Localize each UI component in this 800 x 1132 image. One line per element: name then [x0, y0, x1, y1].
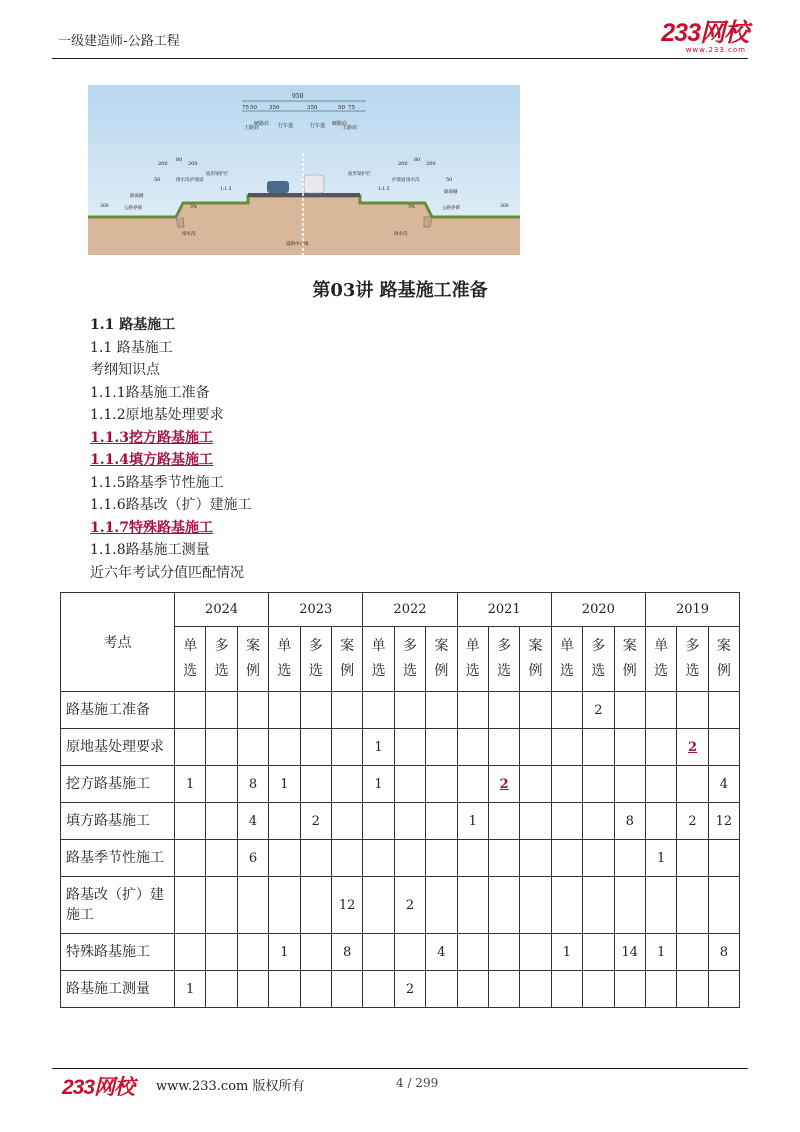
dim-seg-3: 350 — [269, 105, 280, 111]
score-cell — [426, 729, 457, 766]
type-header-char: 选 — [371, 663, 386, 679]
label-drain-right: 排水沟 — [406, 178, 420, 183]
score-cell: 6 — [237, 840, 268, 877]
score-cell — [488, 803, 519, 840]
score-cell — [426, 971, 457, 1008]
row-label: 路基施工测量 — [61, 971, 175, 1008]
score-cell — [708, 877, 739, 934]
type-header-char: 例 — [245, 663, 260, 679]
label-guardrail-right: 波形梁护栏 — [348, 172, 371, 177]
type-header-char: 选 — [183, 663, 198, 679]
type-header-char: 例 — [340, 663, 355, 679]
score-cell: 1 — [363, 766, 394, 803]
table-row — [61, 934, 740, 971]
year-header: 2020 — [551, 593, 645, 627]
label-guardrail-left: 波形梁护栏 — [206, 172, 229, 177]
type-header-char: 案 — [340, 638, 355, 654]
score-cell — [363, 934, 394, 971]
toc-item: 1.1.5路基季节性施工 — [90, 474, 224, 491]
score-cell — [488, 971, 519, 1008]
page-number: 4 / 299 — [396, 1076, 439, 1090]
type-header-char: 例 — [622, 663, 637, 679]
row-label: 填方路基施工 — [61, 803, 175, 840]
type-header — [708, 627, 739, 692]
type-header — [677, 627, 708, 692]
type-header-char: 案 — [622, 638, 637, 654]
type-header-char: 案 — [434, 638, 449, 654]
dim-right-1: 200 — [398, 161, 408, 167]
score-cell — [363, 840, 394, 877]
score-cell: 1 — [175, 971, 206, 1008]
score-cell — [394, 840, 425, 877]
score-cell — [363, 971, 394, 1008]
type-header-char: 选 — [402, 663, 417, 679]
score-cell — [175, 692, 206, 729]
score-cell — [237, 729, 268, 766]
label-fence-left: 隔离栅 — [130, 194, 144, 199]
type-header-char: 单 — [559, 638, 574, 654]
score-cell — [520, 971, 551, 1008]
brand-logo: 233网校 — [661, 19, 748, 47]
score-cell: 2 — [677, 729, 708, 766]
score-cell — [614, 692, 645, 729]
type-header — [488, 627, 519, 692]
dim-left-3: 200 — [188, 161, 198, 167]
score-cell — [269, 803, 300, 840]
type-header-char: 选 — [214, 663, 229, 679]
score-cell — [175, 729, 206, 766]
type-header — [457, 627, 488, 692]
score-cell — [206, 840, 237, 877]
score-cell — [331, 766, 362, 803]
year-header: 2019 — [645, 593, 739, 627]
label-drain-left: 排水沟 — [176, 178, 190, 183]
label-grade-right: 3% — [408, 205, 416, 210]
score-cell — [614, 971, 645, 1008]
score-cell — [457, 840, 488, 877]
dim-total: 950 — [292, 93, 304, 100]
score-cell — [457, 877, 488, 934]
toc-item: 近六年考试分值匹配情况 — [90, 564, 244, 581]
label-slope-left: 护坡道 — [190, 178, 204, 183]
score-cell — [614, 729, 645, 766]
year-header: 2022 — [363, 593, 457, 627]
footer-logo: 233网校 — [62, 1076, 135, 1099]
dim-left-1: 200 — [158, 161, 168, 167]
type-header-char: 多 — [308, 638, 323, 654]
score-cell — [551, 877, 582, 934]
label-lane-right: 行车道 — [310, 123, 326, 129]
score-cell — [300, 729, 331, 766]
score-cell: 1 — [269, 766, 300, 803]
type-header-char: 选 — [685, 663, 700, 679]
type-header-char: 单 — [277, 638, 292, 654]
score-cell: 12 — [331, 877, 362, 934]
brand-logo-url: www.233.com — [685, 46, 746, 54]
score-cell — [551, 692, 582, 729]
score-cell: 1 — [645, 934, 676, 971]
score-cell: 8 — [237, 766, 268, 803]
score-cell — [237, 934, 268, 971]
toc-item: 考纲知识点 — [90, 362, 160, 378]
score-cell — [583, 803, 614, 840]
score-cell — [175, 803, 206, 840]
score-cell — [206, 934, 237, 971]
type-header — [175, 627, 206, 692]
toc-item[interactable]: 1.1.3挖方路基施工 — [90, 429, 213, 446]
score-cell — [457, 971, 488, 1008]
score-cell — [677, 692, 708, 729]
corner-header: 考点 — [61, 593, 175, 692]
type-header-char: 案 — [716, 638, 731, 654]
score-cell — [488, 840, 519, 877]
type-header-char: 多 — [402, 638, 417, 654]
label-centerline: 道路中心线 — [286, 242, 309, 247]
row-label: 特殊路基施工 — [61, 934, 175, 971]
table-row — [61, 766, 740, 803]
score-cell — [520, 766, 551, 803]
score-cell — [645, 803, 676, 840]
score-cell — [394, 803, 425, 840]
label-lane-left: 行车道 — [278, 123, 294, 129]
score-cell — [457, 766, 488, 803]
row-label: 路基改（扩）建施工 — [61, 877, 175, 934]
label-ratio-left: 1:1.5 — [220, 187, 232, 192]
table-row — [61, 692, 740, 729]
dim-height-left: 300 — [100, 204, 109, 209]
dim-seg-4: 350 — [307, 105, 318, 111]
type-header-char: 多 — [591, 638, 606, 654]
type-header — [520, 627, 551, 692]
label-landmark-right: 公路界碑 — [442, 206, 460, 211]
type-header — [363, 627, 394, 692]
type-header-char: 案 — [245, 638, 260, 654]
label-hard-shoulder-left: 硬路肩 — [254, 121, 270, 127]
score-cell — [331, 729, 362, 766]
table-row — [61, 877, 740, 934]
row-label: 路基季节性施工 — [61, 840, 175, 877]
score-cell: 4 — [237, 803, 268, 840]
score-cell — [331, 971, 362, 1008]
score-cell — [331, 840, 362, 877]
score-cell — [363, 877, 394, 934]
score-cell — [677, 877, 708, 934]
label-shoulder-right: 土路肩 — [342, 125, 358, 131]
type-header-char: 单 — [654, 638, 669, 654]
score-cell — [300, 840, 331, 877]
score-cell — [426, 766, 457, 803]
label-ratio-right: 1:1.5 — [378, 187, 390, 192]
toc-item: 1.1.2原地基处理要求 — [90, 407, 224, 423]
table-row — [61, 729, 740, 766]
score-cell: 1 — [269, 934, 300, 971]
score-cell — [708, 729, 739, 766]
type-header — [300, 627, 331, 692]
score-cell — [583, 840, 614, 877]
score-cell: 2 — [394, 877, 425, 934]
score-cell — [300, 766, 331, 803]
score-cell — [551, 803, 582, 840]
type-header-char: 多 — [497, 638, 512, 654]
score-cell: 4 — [426, 934, 457, 971]
score-cell: 2 — [488, 766, 519, 803]
score-cell — [206, 971, 237, 1008]
score-cell — [175, 840, 206, 877]
score-cell: 1 — [175, 766, 206, 803]
row-label: 路基施工准备 — [61, 692, 175, 729]
score-cell — [394, 729, 425, 766]
score-cell — [175, 934, 206, 971]
type-header-char: 例 — [434, 663, 449, 679]
type-header-char: 选 — [465, 663, 480, 679]
row-label: 原地基处理要求 — [61, 729, 175, 766]
score-cell — [237, 877, 268, 934]
exam-score-table — [60, 592, 740, 1008]
type-header — [614, 627, 645, 692]
score-cell — [300, 692, 331, 729]
type-header — [394, 627, 425, 692]
score-cell — [488, 729, 519, 766]
dim-seg-2: 50 — [250, 105, 257, 111]
dim-height-right: 300 — [500, 204, 509, 209]
table-row — [61, 971, 740, 1008]
dim-seg-6: 75 — [348, 105, 355, 111]
type-header — [206, 627, 237, 692]
score-cell — [237, 692, 268, 729]
score-cell: 12 — [708, 803, 739, 840]
score-cell — [645, 692, 676, 729]
score-cell — [237, 971, 268, 1008]
year-header: 2024 — [175, 593, 269, 627]
score-cell — [206, 729, 237, 766]
score-cell — [269, 971, 300, 1008]
dim-left-2: 80 — [176, 157, 183, 163]
score-cell — [394, 934, 425, 971]
type-header — [551, 627, 582, 692]
score-cell — [426, 692, 457, 729]
year-header-row — [61, 593, 740, 627]
score-cell — [520, 803, 551, 840]
label-ditch-right: 排水沟 — [394, 232, 408, 237]
header-title: 一级建造师-公路工程 — [58, 34, 180, 49]
dim-right-2: 80 — [414, 157, 421, 163]
score-cell — [394, 766, 425, 803]
type-header-char: 多 — [685, 638, 700, 654]
type-header-char: 例 — [716, 663, 731, 679]
score-cell — [206, 803, 237, 840]
score-cell: 8 — [614, 803, 645, 840]
score-cell — [457, 729, 488, 766]
score-cell — [269, 692, 300, 729]
type-header-char: 选 — [277, 663, 292, 679]
type-header — [645, 627, 676, 692]
score-cell — [614, 877, 645, 934]
toc-item[interactable]: 1.1.7特殊路基施工 — [90, 519, 213, 536]
score-cell: 8 — [708, 934, 739, 971]
table-row — [61, 803, 740, 840]
type-header — [237, 627, 268, 692]
score-cell — [269, 729, 300, 766]
type-header-char: 单 — [465, 638, 480, 654]
score-cell — [645, 766, 676, 803]
year-header: 2021 — [457, 593, 551, 627]
table-of-contents — [90, 314, 252, 584]
toc-item[interactable]: 1.1.4填方路基施工 — [90, 452, 213, 468]
type-header — [331, 627, 362, 692]
score-cell — [645, 729, 676, 766]
toc-item: 1.1.1路基施工准备 — [90, 384, 210, 401]
type-header — [583, 627, 614, 692]
score-cell — [520, 692, 551, 729]
score-cell — [551, 729, 582, 766]
score-cell — [677, 971, 708, 1008]
score-cell — [488, 692, 519, 729]
label-grade-left: 3% — [190, 205, 198, 210]
page-header — [52, 0, 748, 59]
score-cell — [331, 692, 362, 729]
type-header-char: 案 — [528, 638, 543, 654]
score-cell: 1 — [363, 729, 394, 766]
score-cell — [583, 971, 614, 1008]
score-cell — [614, 840, 645, 877]
lecture-title: 第03讲 路基施工准备 — [312, 280, 488, 301]
type-header-char: 选 — [559, 663, 574, 679]
score-cell — [426, 803, 457, 840]
score-cell — [583, 934, 614, 971]
score-cell — [300, 971, 331, 1008]
score-cell — [677, 934, 708, 971]
score-cell — [708, 971, 739, 1008]
score-cell — [708, 692, 739, 729]
score-cell: 2 — [583, 692, 614, 729]
score-cell — [551, 971, 582, 1008]
score-cell — [206, 692, 237, 729]
table-row — [61, 840, 740, 877]
toc-item: 1.1.6路基改（扩）建施工 — [90, 497, 252, 513]
score-cell — [363, 692, 394, 729]
score-cell: 2 — [677, 803, 708, 840]
score-cell: 4 — [708, 766, 739, 803]
score-cell: 8 — [331, 934, 362, 971]
label-ditch-left: 排水沟 — [182, 232, 196, 237]
label-shoulder-left: 土路肩 — [244, 125, 260, 131]
dim-sub-height-left: 50 — [154, 177, 161, 183]
type-header-char: 选 — [497, 663, 512, 679]
dim-seg-5: 50 — [338, 105, 345, 111]
score-cell — [206, 766, 237, 803]
score-cell: 2 — [394, 971, 425, 1008]
score-cell: 1 — [645, 840, 676, 877]
dim-sub-height-right: 50 — [446, 177, 453, 183]
score-cell: 1 — [551, 934, 582, 971]
label-hard-shoulder-right: 硬路肩 — [332, 121, 348, 127]
score-cell — [520, 877, 551, 934]
score-cell — [363, 803, 394, 840]
type-header-char: 单 — [371, 638, 386, 654]
score-cell — [708, 840, 739, 877]
score-cell: 2 — [300, 803, 331, 840]
score-cell — [520, 729, 551, 766]
score-cell — [583, 766, 614, 803]
row-label: 挖方路基施工 — [61, 766, 175, 803]
score-cell — [457, 692, 488, 729]
page-footer — [52, 1068, 748, 1109]
score-cell — [331, 803, 362, 840]
type-header — [426, 627, 457, 692]
score-cell — [394, 692, 425, 729]
score-cell — [677, 766, 708, 803]
score-cell — [677, 840, 708, 877]
score-cell — [583, 729, 614, 766]
score-cell — [551, 840, 582, 877]
toc-item: 1.1.8路基施工测量 — [90, 542, 210, 558]
type-header — [269, 627, 300, 692]
score-cell — [583, 877, 614, 934]
score-cell — [175, 877, 206, 934]
score-cell — [457, 934, 488, 971]
type-header-char: 选 — [591, 663, 606, 679]
type-header-char: 例 — [528, 663, 543, 679]
score-cell — [426, 877, 457, 934]
dim-right-3: 200 — [426, 161, 436, 167]
type-header-char: 多 — [214, 638, 229, 654]
dim-seg-1: 75 — [242, 105, 249, 111]
toc-item: 1.1 路基施工 — [90, 317, 176, 333]
score-cell — [488, 934, 519, 971]
road-cross-section-diagram — [88, 85, 520, 255]
toc-item: 1.1 路基施工 — [90, 339, 173, 356]
score-cell — [488, 877, 519, 934]
score-cell — [551, 766, 582, 803]
score-cell — [520, 934, 551, 971]
type-header-char: 选 — [654, 663, 669, 679]
score-cell — [269, 840, 300, 877]
year-header: 2023 — [269, 593, 363, 627]
score-cell — [300, 877, 331, 934]
score-cell — [614, 766, 645, 803]
score-cell — [426, 840, 457, 877]
label-fence-right: 隔离栅 — [444, 190, 458, 195]
score-cell: 14 — [614, 934, 645, 971]
score-cell — [300, 934, 331, 971]
type-header-char: 选 — [308, 663, 323, 679]
label-slope-right: 护坡道 — [392, 178, 406, 183]
type-header-char: 单 — [183, 638, 198, 654]
score-cell — [520, 840, 551, 877]
score-cell: 1 — [457, 803, 488, 840]
score-cell — [206, 877, 237, 934]
score-cell — [269, 877, 300, 934]
label-landmark-left: 公路界碑 — [124, 206, 142, 211]
score-cell — [645, 877, 676, 934]
score-cell — [645, 971, 676, 1008]
footer-copyright: www.233.com 版权所有 — [156, 1079, 305, 1094]
